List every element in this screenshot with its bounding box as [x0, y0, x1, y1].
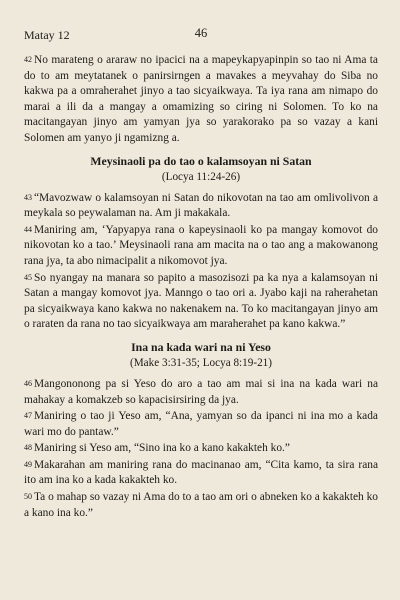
verse-text: So nyangay na manara so papito a masozisozi pa ka nya a kalamsoyan ni Satan a mangay komovot jya. Manngo o tao ori a. Jyabo kaji na raherahetan pa sicyaikwaya kano kakwa no nakenakem na. To ko macitangayan jinyo am o raraten da rana no tao sicyaikwaya am maraherahet pa kano kakwa.” — [24, 271, 378, 331]
verse-text: Maniring am, ‘Yapyapya rana o kapeysinaoli ko pa mangay komovot do nikovotan ko a tao.’ Meysinaoli rana am macita na o tao ang a makowanong rana jya, ta abo nimacipalit a nikomovot jya. — [24, 223, 378, 267]
verse-48 — [24, 440, 378, 457]
verse-50 — [24, 489, 378, 521]
verse-49 — [24, 457, 378, 489]
section-heading-family: Ina na kada wari na ni Yeso — [131, 339, 271, 354]
section-reference-satan: (Locya 11:24-26) — [161, 170, 241, 183]
verse-text: Mangononong pa si Yeso do aro a tao am mai si ina na kada wari na mahakay a komakzeb so kapacisirsiring da jya. — [24, 377, 378, 406]
section-heading-satan: Meysinaoli pa do tao o kalamsoyan ni Satan — [90, 153, 312, 168]
page-number: 46 — [194, 26, 208, 40]
verse-number: 42 — [24, 55, 32, 64]
verse-text: No marateng o araraw no ipacici na a mapeykapyapinpin so tao ni Ama ta do to am meytatanek o panirsirngen a mavakes a meyvahay do Siba no kakwa pa a omraherahet jinyo a tao sicyaikwaya. Ta iya rana am nimapo do marai a ili da a mangay a omamizing so ciring ni Solomen. To ko na macitangayan jinyo am yamyan jya so yarakorako pa so vazay a kani Solomen am yanyo ji ngamizng a. — [24, 54, 378, 144]
verse-number: 46 — [24, 378, 32, 388]
verse-text: Maniring si Yeso am, “Sino ina ko a kano kakakteh ko.” — [34, 442, 290, 455]
verse-43 — [24, 190, 378, 222]
verse-text: Makarahan am maniring rana do macinanao am, “Cita kamo, ta sira rana ito am ina ko a kada kakakteh ko. — [24, 458, 378, 487]
verse-47 — [24, 408, 378, 440]
verse-text: Maniring o tao ji Yeso am, “Ana, yamyan so da ipanci ni ina mo a kada wari mo do pantaw.” — [24, 410, 378, 438]
verse-number: 43 — [24, 192, 32, 202]
verse-44 — [24, 222, 378, 270]
verse-number: 44 — [24, 224, 32, 234]
verse-42 — [24, 52, 378, 147]
book-chapter-label: Matay 12 — [24, 28, 70, 42]
verse-46 — [24, 376, 378, 408]
verse-number: 47 — [24, 411, 32, 421]
verse-number: 48 — [24, 443, 32, 453]
verse-text: “Mavozwaw o kalamsoyan ni Satan do nikovotan na tao am omlivolivon a meykala so peywalaman na. Am ji makakala. — [24, 191, 378, 220]
verse-text: Ta o mahap so vazay ni Ama do to a tao am ori o abneken ko a kakakteh ko a kano ina ko.” — [24, 491, 378, 519]
scripture-text — [24, 52, 378, 521]
verse-number: 45 — [24, 272, 32, 282]
section-reference-family: (Make 3:31-35; Locya 8:19-21) — [130, 356, 272, 369]
verse-number: 49 — [24, 459, 32, 469]
verse-45 — [24, 270, 378, 333]
verse-number: 50 — [24, 492, 32, 502]
running-header — [24, 26, 378, 48]
